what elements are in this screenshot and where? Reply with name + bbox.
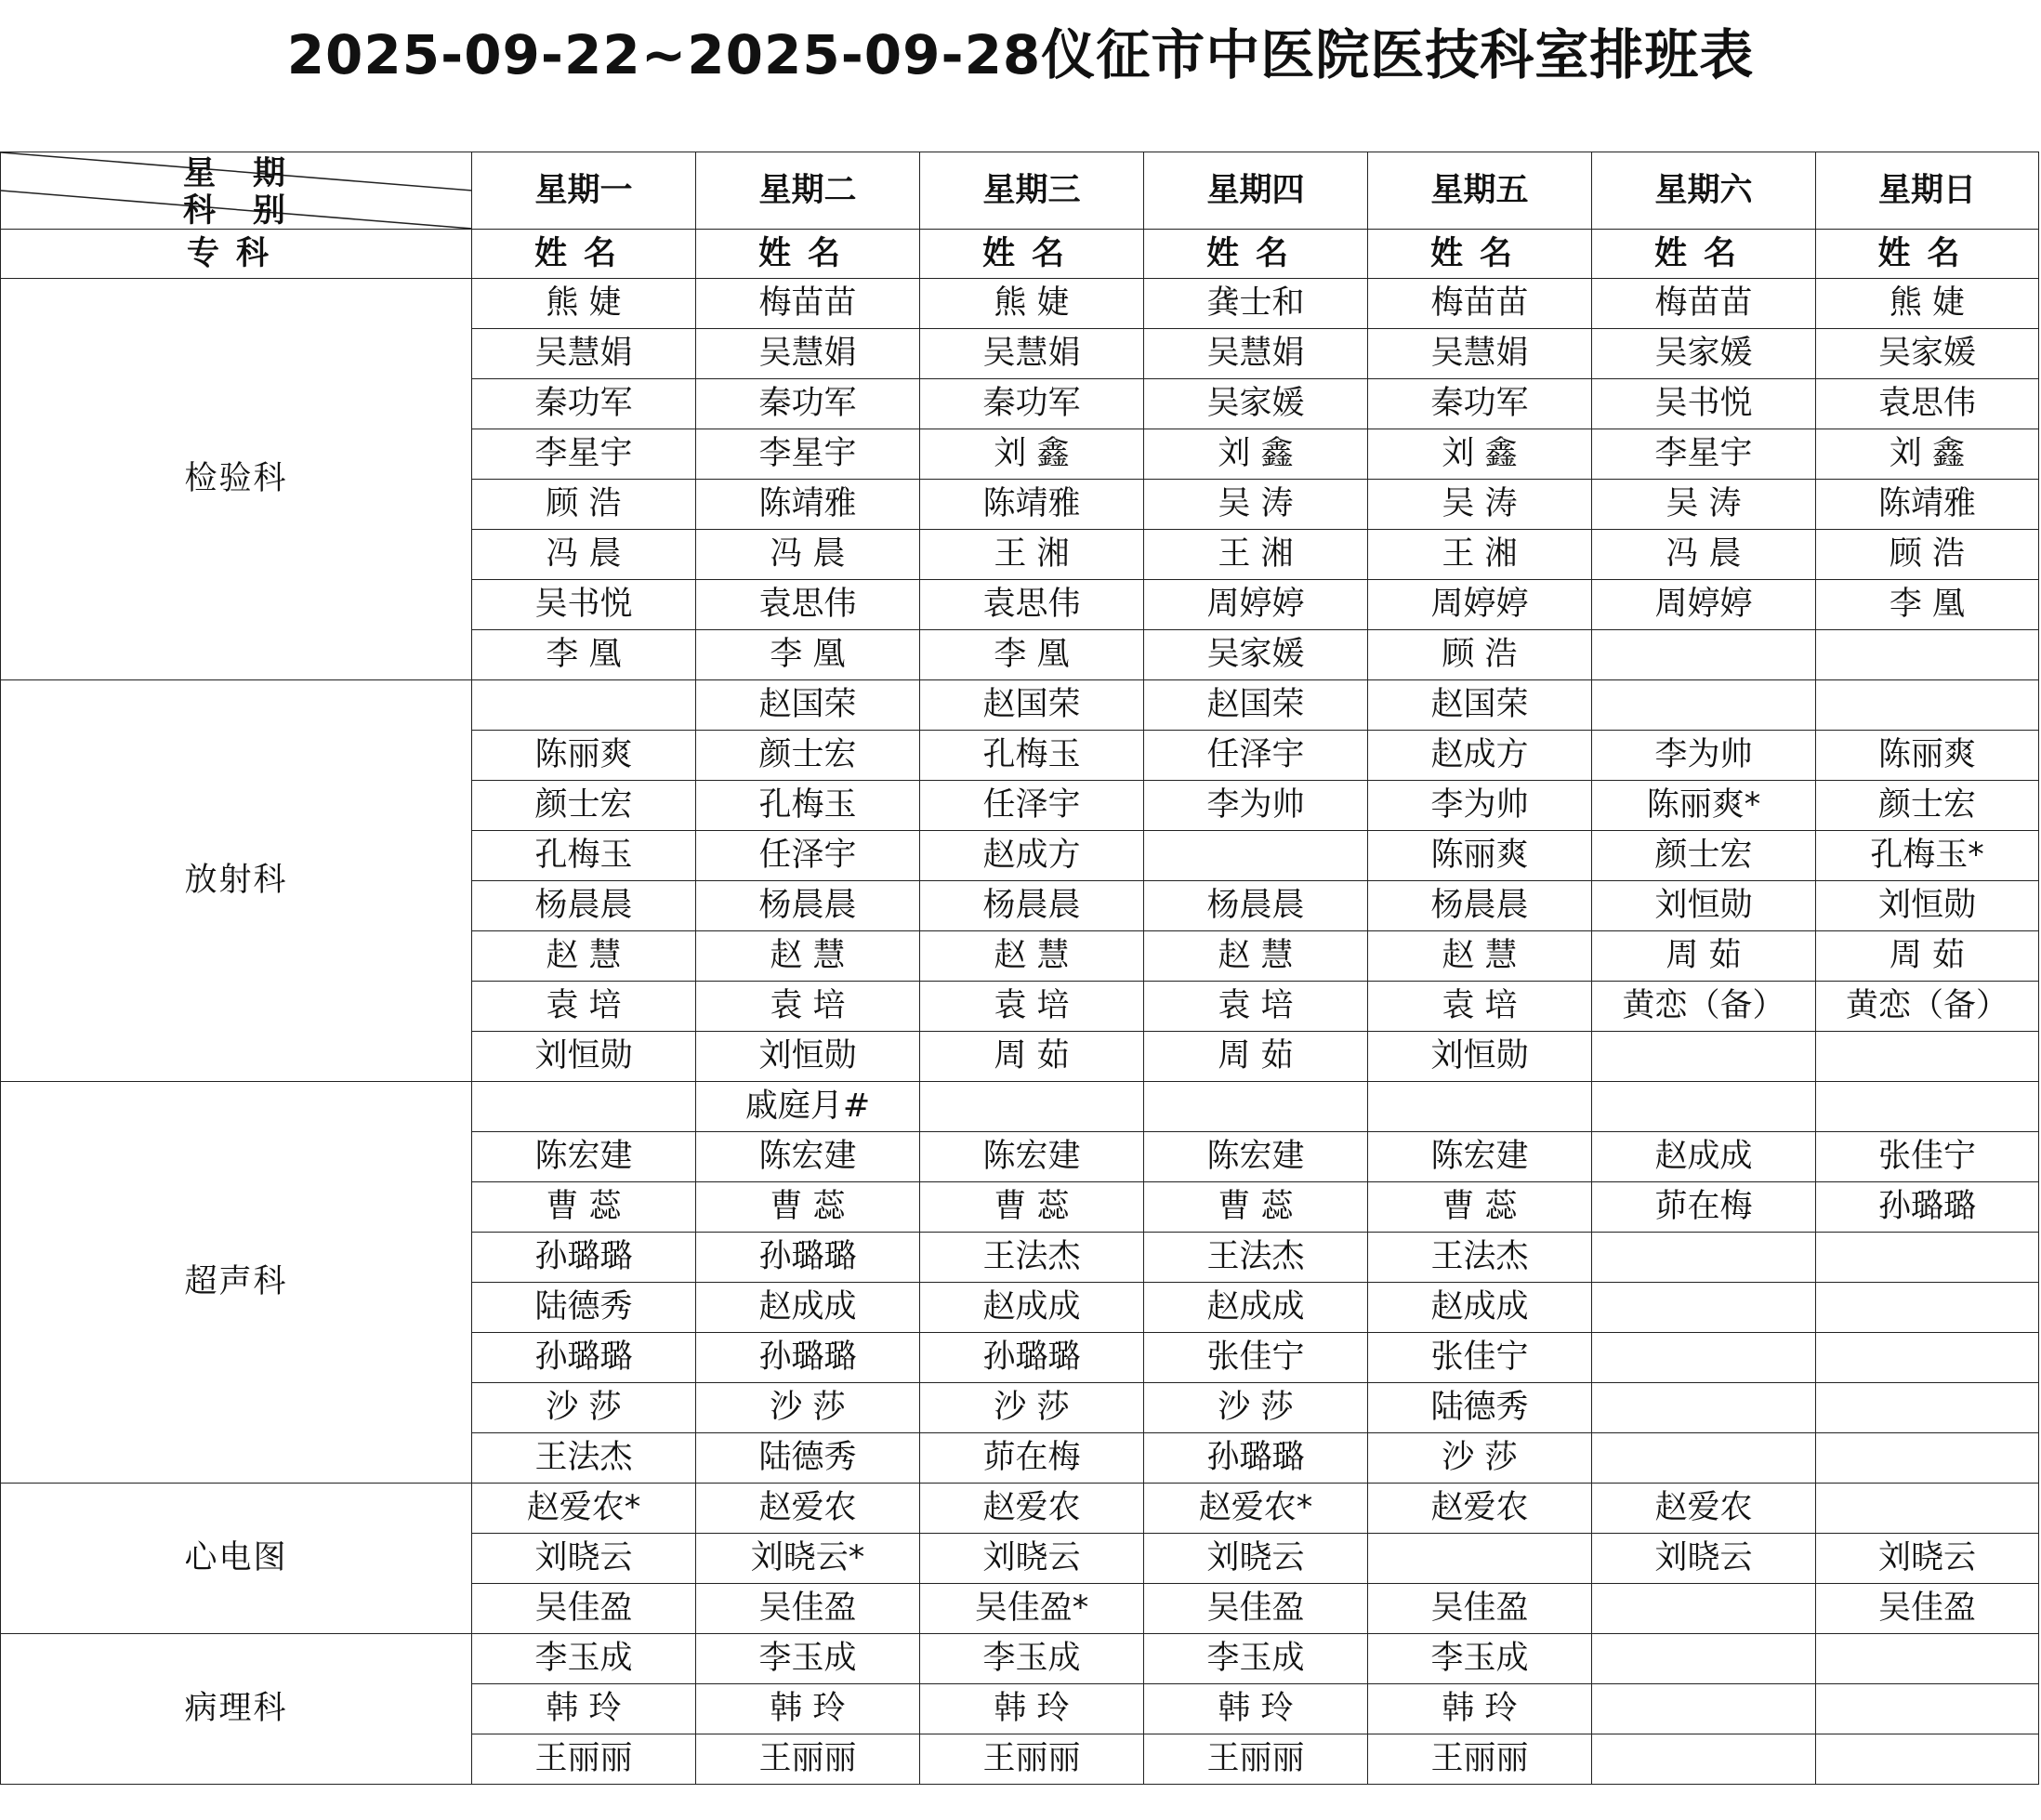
staff-cell: 刘晓云 bbox=[1592, 1534, 1816, 1584]
staff-cell bbox=[1816, 1283, 2039, 1333]
specialty-header: 专科 bbox=[1, 230, 472, 279]
staff-cell: 沙 莎 bbox=[696, 1383, 920, 1433]
staff-cell: 孙璐璐 bbox=[1816, 1182, 2039, 1233]
staff-cell: 曹 蕊 bbox=[1368, 1182, 1592, 1233]
staff-cell: 周 茹 bbox=[920, 1032, 1144, 1082]
staff-cell: 熊 婕 bbox=[472, 279, 696, 329]
staff-cell: 刘 鑫 bbox=[1144, 429, 1368, 480]
header-row-days bbox=[1, 152, 2039, 230]
staff-cell: 王法杰 bbox=[1368, 1233, 1592, 1283]
staff-cell bbox=[1592, 1082, 1816, 1132]
name-header: 姓名 bbox=[472, 230, 696, 279]
department-name: 心电图 bbox=[1, 1484, 472, 1634]
staff-cell: 袁 培 bbox=[696, 982, 920, 1032]
staff-cell bbox=[1816, 630, 2039, 680]
staff-cell: 赵成成 bbox=[920, 1283, 1144, 1333]
staff-cell: 赵爱农* bbox=[472, 1484, 696, 1534]
staff-cell: 周 茹 bbox=[1592, 931, 1816, 982]
department-name: 病理科 bbox=[1, 1634, 472, 1785]
staff-cell: 孙璐璐 bbox=[696, 1233, 920, 1283]
staff-cell bbox=[1816, 1233, 2039, 1283]
staff-cell: 赵国荣 bbox=[1144, 680, 1368, 731]
staff-cell: 陆德秀 bbox=[1368, 1383, 1592, 1433]
staff-cell: 吴慧娟 bbox=[1144, 329, 1368, 379]
staff-cell: 任泽宇 bbox=[1144, 731, 1368, 781]
staff-cell: 秦功军 bbox=[472, 379, 696, 429]
staff-cell: 赵 慧 bbox=[1368, 931, 1592, 982]
staff-cell: 刘恒勋 bbox=[472, 1032, 696, 1082]
staff-cell: 杨晨晨 bbox=[472, 881, 696, 931]
staff-cell: 任泽宇 bbox=[696, 831, 920, 881]
staff-cell: 刘 鑫 bbox=[1368, 429, 1592, 480]
staff-cell bbox=[1816, 1734, 2039, 1785]
staff-cell: 陈丽爽 bbox=[472, 731, 696, 781]
day-header: 星期四 bbox=[1144, 152, 1368, 230]
staff-cell: 刘恒勋 bbox=[696, 1032, 920, 1082]
staff-cell: 赵 慧 bbox=[696, 931, 920, 982]
staff-cell: 韩 玲 bbox=[1368, 1684, 1592, 1734]
staff-cell: 袁 培 bbox=[1368, 982, 1592, 1032]
staff-cell bbox=[1816, 1032, 2039, 1082]
staff-cell: 陈靖雅 bbox=[1816, 480, 2039, 530]
staff-cell: 梅苗苗 bbox=[696, 279, 920, 329]
staff-cell: 顾 浩 bbox=[472, 480, 696, 530]
name-header: 姓名 bbox=[1144, 230, 1368, 279]
staff-cell: 孙璐璐 bbox=[696, 1333, 920, 1383]
day-header: 星期日 bbox=[1816, 152, 2039, 230]
staff-cell: 吴 涛 bbox=[1592, 480, 1816, 530]
staff-cell: 吴佳盈 bbox=[472, 1584, 696, 1634]
staff-cell: 赵国荣 bbox=[696, 680, 920, 731]
staff-cell: 赵 慧 bbox=[920, 931, 1144, 982]
day-header: 星期五 bbox=[1368, 152, 1592, 230]
staff-cell: 刘晓云 bbox=[1816, 1534, 2039, 1584]
staff-cell: 熊 婕 bbox=[1816, 279, 2039, 329]
staff-cell: 吴 涛 bbox=[1368, 480, 1592, 530]
staff-cell: 吴佳盈 bbox=[1816, 1584, 2039, 1634]
staff-cell: 刘晓云 bbox=[920, 1534, 1144, 1584]
staff-cell: 冯 晨 bbox=[1592, 530, 1816, 580]
day-header: 星期六 bbox=[1592, 152, 1816, 230]
staff-cell: 周 茹 bbox=[1816, 931, 2039, 982]
staff-cell bbox=[1816, 1082, 2039, 1132]
staff-cell: 李 凰 bbox=[1816, 580, 2039, 630]
staff-cell: 沙 莎 bbox=[1144, 1383, 1368, 1433]
staff-cell bbox=[1592, 1684, 1816, 1734]
corner-department-label: 科别 bbox=[183, 192, 323, 230]
name-header: 姓名 bbox=[1816, 230, 2039, 279]
staff-cell: 陈靖雅 bbox=[696, 480, 920, 530]
staff-cell: 茆在梅 bbox=[1592, 1182, 1816, 1233]
staff-cell: 赵国荣 bbox=[1368, 680, 1592, 731]
staff-cell: 周 茹 bbox=[1144, 1032, 1368, 1082]
staff-cell: 孔梅玉 bbox=[696, 781, 920, 831]
staff-cell bbox=[1144, 1082, 1368, 1132]
staff-cell: 赵爱农 bbox=[920, 1484, 1144, 1534]
staff-cell: 吴慧娟 bbox=[1368, 329, 1592, 379]
staff-cell: 李星宇 bbox=[696, 429, 920, 480]
staff-cell: 沙 莎 bbox=[920, 1383, 1144, 1433]
staff-cell: 陈宏建 bbox=[696, 1132, 920, 1182]
staff-cell: 刘晓云 bbox=[1144, 1534, 1368, 1584]
corner-weekday-label: 星期 bbox=[183, 155, 323, 192]
staff-cell: 赵成成 bbox=[1144, 1283, 1368, 1333]
staff-cell: 李 凰 bbox=[920, 630, 1144, 680]
staff-cell: 颜士宏 bbox=[1592, 831, 1816, 881]
corner-header-cell bbox=[1, 152, 472, 230]
staff-cell bbox=[1592, 1333, 1816, 1383]
staff-cell: 冯 晨 bbox=[472, 530, 696, 580]
staff-cell: 王丽丽 bbox=[1144, 1734, 1368, 1785]
staff-cell: 李 凰 bbox=[696, 630, 920, 680]
department-name: 检验科 bbox=[1, 279, 472, 680]
staff-cell: 曹 蕊 bbox=[472, 1182, 696, 1233]
staff-cell: 孙璐璐 bbox=[472, 1233, 696, 1283]
staff-cell: 陆德秀 bbox=[472, 1283, 696, 1333]
day-header: 星期二 bbox=[696, 152, 920, 230]
staff-cell: 吴慧娟 bbox=[920, 329, 1144, 379]
staff-cell: 袁思伟 bbox=[920, 580, 1144, 630]
staff-cell: 周婷婷 bbox=[1592, 580, 1816, 630]
staff-cell: 李玉成 bbox=[920, 1634, 1144, 1684]
staff-cell: 陈宏建 bbox=[1368, 1132, 1592, 1182]
staff-cell: 黄恋（备） bbox=[1816, 982, 2039, 1032]
staff-cell: 陈宏建 bbox=[920, 1132, 1144, 1182]
staff-cell: 王丽丽 bbox=[1368, 1734, 1592, 1785]
staff-cell bbox=[1592, 1634, 1816, 1684]
staff-cell: 李 凰 bbox=[472, 630, 696, 680]
table-row bbox=[1, 1082, 2039, 1132]
staff-cell: 李玉成 bbox=[1368, 1634, 1592, 1684]
staff-cell: 王法杰 bbox=[1144, 1233, 1368, 1283]
staff-cell: 刘恒勋 bbox=[1368, 1032, 1592, 1082]
staff-cell: 赵 慧 bbox=[472, 931, 696, 982]
day-header: 星期一 bbox=[472, 152, 696, 230]
staff-cell bbox=[1592, 630, 1816, 680]
staff-cell bbox=[1816, 1383, 2039, 1433]
staff-cell: 韩 玲 bbox=[472, 1684, 696, 1734]
staff-cell bbox=[1816, 1684, 2039, 1734]
staff-cell: 赵爱农 bbox=[1592, 1484, 1816, 1534]
table-row bbox=[1, 680, 2039, 731]
staff-cell: 颜士宏 bbox=[472, 781, 696, 831]
staff-cell: 张佳宁 bbox=[1816, 1132, 2039, 1182]
staff-cell: 赵成方 bbox=[920, 831, 1144, 881]
staff-cell: 韩 玲 bbox=[696, 1684, 920, 1734]
staff-cell: 秦功军 bbox=[696, 379, 920, 429]
staff-cell: 黄恋（备） bbox=[1592, 982, 1816, 1032]
staff-cell: 韩 玲 bbox=[1144, 1684, 1368, 1734]
staff-cell: 李玉成 bbox=[472, 1634, 696, 1684]
staff-cell: 吴家媛 bbox=[1144, 379, 1368, 429]
staff-cell bbox=[1368, 1534, 1592, 1584]
staff-cell bbox=[472, 680, 696, 731]
staff-cell: 吴 涛 bbox=[1144, 480, 1368, 530]
name-header: 姓名 bbox=[920, 230, 1144, 279]
staff-cell bbox=[1816, 1333, 2039, 1383]
staff-cell: 赵爱农 bbox=[1368, 1484, 1592, 1534]
staff-cell: 王丽丽 bbox=[920, 1734, 1144, 1785]
day-header: 星期三 bbox=[920, 152, 1144, 230]
staff-cell: 袁 培 bbox=[1144, 982, 1368, 1032]
staff-cell: 赵成成 bbox=[696, 1283, 920, 1333]
name-header: 姓名 bbox=[1368, 230, 1592, 279]
staff-cell: 任泽宇 bbox=[920, 781, 1144, 831]
staff-cell: 王丽丽 bbox=[472, 1734, 696, 1785]
staff-cell: 孙璐璐 bbox=[1144, 1433, 1368, 1484]
staff-cell: 赵 慧 bbox=[1144, 931, 1368, 982]
table-row bbox=[1, 279, 2039, 329]
staff-cell: 梅苗苗 bbox=[1368, 279, 1592, 329]
staff-cell: 颜士宏 bbox=[1816, 781, 2039, 831]
staff-cell: 吴家媛 bbox=[1144, 630, 1368, 680]
staff-cell: 沙 莎 bbox=[1368, 1433, 1592, 1484]
staff-cell: 顾 浩 bbox=[1816, 530, 2039, 580]
staff-cell: 赵成方 bbox=[1368, 731, 1592, 781]
staff-cell: 茆在梅 bbox=[920, 1433, 1144, 1484]
staff-cell: 袁 培 bbox=[472, 982, 696, 1032]
staff-cell: 吴书悦 bbox=[472, 580, 696, 630]
staff-cell bbox=[1592, 1032, 1816, 1082]
staff-cell: 赵爱农 bbox=[696, 1484, 920, 1534]
staff-cell: 顾 浩 bbox=[1368, 630, 1592, 680]
staff-cell: 曹 蕊 bbox=[1144, 1182, 1368, 1233]
staff-cell: 冯 晨 bbox=[696, 530, 920, 580]
staff-cell bbox=[472, 1082, 696, 1132]
staff-cell bbox=[1592, 1283, 1816, 1333]
staff-cell: 王法杰 bbox=[472, 1433, 696, 1484]
staff-cell bbox=[1144, 831, 1368, 881]
staff-cell: 刘 鑫 bbox=[1816, 429, 2039, 480]
staff-cell: 孔梅玉 bbox=[920, 731, 1144, 781]
name-header: 姓名 bbox=[696, 230, 920, 279]
staff-cell: 龚士和 bbox=[1144, 279, 1368, 329]
staff-cell: 孙璐璐 bbox=[472, 1333, 696, 1383]
staff-cell bbox=[1816, 680, 2039, 731]
staff-cell: 韩 玲 bbox=[920, 1684, 1144, 1734]
name-header: 姓名 bbox=[1592, 230, 1816, 279]
staff-cell: 刘晓云* bbox=[696, 1534, 920, 1584]
staff-cell: 曹 蕊 bbox=[696, 1182, 920, 1233]
staff-cell: 王丽丽 bbox=[696, 1734, 920, 1785]
table-row bbox=[1, 1484, 2039, 1534]
staff-cell: 陆德秀 bbox=[696, 1433, 920, 1484]
staff-cell bbox=[1592, 1383, 1816, 1433]
staff-cell: 李星宇 bbox=[1592, 429, 1816, 480]
staff-cell: 张佳宁 bbox=[1144, 1333, 1368, 1383]
department-name: 放射科 bbox=[1, 680, 472, 1082]
staff-cell: 陈丽爽 bbox=[1816, 731, 2039, 781]
department-name: 超声科 bbox=[1, 1082, 472, 1484]
staff-cell: 杨晨晨 bbox=[920, 881, 1144, 931]
staff-cell: 赵爱农* bbox=[1144, 1484, 1368, 1534]
page-title: 2025-09-22~2025-09-28仪征市中医院医技科室排班表 bbox=[286, 23, 1755, 86]
staff-cell: 吴家媛 bbox=[1816, 329, 2039, 379]
staff-cell: 李为帅 bbox=[1144, 781, 1368, 831]
staff-cell: 王 湘 bbox=[1368, 530, 1592, 580]
staff-cell bbox=[1592, 1734, 1816, 1785]
staff-cell bbox=[1592, 1584, 1816, 1634]
staff-cell bbox=[1592, 1233, 1816, 1283]
staff-cell bbox=[1368, 1082, 1592, 1132]
staff-cell: 杨晨晨 bbox=[1144, 881, 1368, 931]
staff-cell: 梅苗苗 bbox=[1592, 279, 1816, 329]
staff-cell: 李玉成 bbox=[696, 1634, 920, 1684]
staff-cell: 刘 鑫 bbox=[920, 429, 1144, 480]
staff-cell: 秦功军 bbox=[1368, 379, 1592, 429]
staff-cell: 袁思伟 bbox=[696, 580, 920, 630]
staff-cell: 陈靖雅 bbox=[920, 480, 1144, 530]
staff-cell: 孙璐璐 bbox=[920, 1333, 1144, 1383]
staff-cell: 吴慧娟 bbox=[696, 329, 920, 379]
staff-cell bbox=[1592, 1433, 1816, 1484]
staff-cell: 陈丽爽 bbox=[1368, 831, 1592, 881]
staff-cell: 赵国荣 bbox=[920, 680, 1144, 731]
staff-cell: 王 湘 bbox=[920, 530, 1144, 580]
staff-cell: 杨晨晨 bbox=[696, 881, 920, 931]
staff-cell: 李星宇 bbox=[472, 429, 696, 480]
staff-cell: 张佳宁 bbox=[1368, 1333, 1592, 1383]
staff-cell bbox=[1816, 1634, 2039, 1684]
staff-cell: 沙 莎 bbox=[472, 1383, 696, 1433]
staff-cell: 王 湘 bbox=[1144, 530, 1368, 580]
schedule-table bbox=[0, 152, 2039, 1785]
staff-cell: 陈丽爽* bbox=[1592, 781, 1816, 831]
staff-cell: 孔梅玉* bbox=[1816, 831, 2039, 881]
staff-cell: 秦功军 bbox=[920, 379, 1144, 429]
staff-cell: 刘恒勋 bbox=[1816, 881, 2039, 931]
staff-cell: 李玉成 bbox=[1144, 1634, 1368, 1684]
staff-cell bbox=[920, 1082, 1144, 1132]
staff-cell: 曹 蕊 bbox=[920, 1182, 1144, 1233]
staff-cell: 袁 培 bbox=[920, 982, 1144, 1032]
staff-cell: 陈宏建 bbox=[1144, 1132, 1368, 1182]
staff-cell: 戚庭月# bbox=[696, 1082, 920, 1132]
staff-cell: 吴佳盈* bbox=[920, 1584, 1144, 1634]
staff-cell: 王法杰 bbox=[920, 1233, 1144, 1283]
staff-cell: 吴佳盈 bbox=[1368, 1584, 1592, 1634]
staff-cell: 刘恒勋 bbox=[1592, 881, 1816, 931]
staff-cell: 吴书悦 bbox=[1592, 379, 1816, 429]
staff-cell: 吴佳盈 bbox=[1144, 1584, 1368, 1634]
staff-cell: 李为帅 bbox=[1368, 781, 1592, 831]
staff-cell: 李为帅 bbox=[1592, 731, 1816, 781]
staff-cell: 袁思伟 bbox=[1816, 379, 2039, 429]
staff-cell: 赵成成 bbox=[1368, 1283, 1592, 1333]
staff-cell: 颜士宏 bbox=[696, 731, 920, 781]
staff-cell: 刘晓云 bbox=[472, 1534, 696, 1584]
table-row bbox=[1, 1634, 2039, 1684]
staff-cell: 吴慧娟 bbox=[472, 329, 696, 379]
staff-cell bbox=[1816, 1433, 2039, 1484]
staff-cell: 杨晨晨 bbox=[1368, 881, 1592, 931]
staff-cell: 吴佳盈 bbox=[696, 1584, 920, 1634]
staff-cell: 熊 婕 bbox=[920, 279, 1144, 329]
staff-cell: 陈宏建 bbox=[472, 1132, 696, 1182]
staff-cell: 周婷婷 bbox=[1144, 580, 1368, 630]
staff-cell: 赵成成 bbox=[1592, 1132, 1816, 1182]
staff-cell bbox=[1816, 1484, 2039, 1534]
header-row-names bbox=[1, 230, 2039, 279]
staff-cell: 吴家媛 bbox=[1592, 329, 1816, 379]
staff-cell: 孔梅玉 bbox=[472, 831, 696, 881]
staff-cell bbox=[1592, 680, 1816, 731]
staff-cell: 周婷婷 bbox=[1368, 580, 1592, 630]
